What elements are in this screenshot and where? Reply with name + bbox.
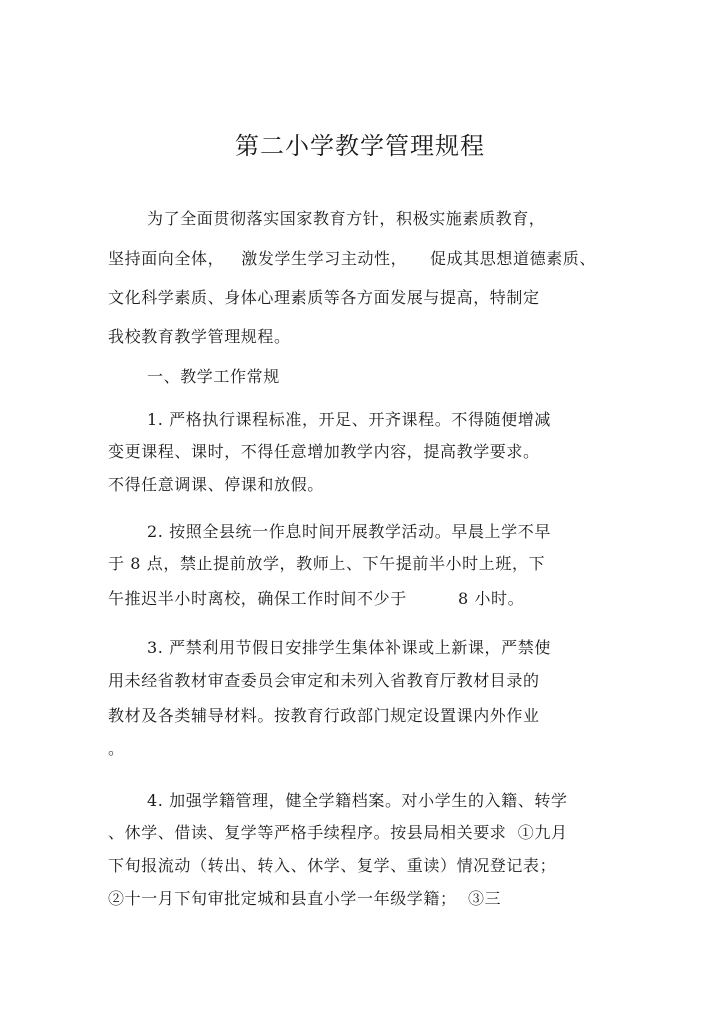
item-4-line-2: 、休学、借读、复学等严格手续程序。按县局相关要求 ①九月 bbox=[108, 823, 568, 842]
document-title: 第二小学教学管理规程 bbox=[235, 132, 485, 160]
item-2-line-1: 2. 按照全县统一作息时间开展教学活动。早晨上学不早 bbox=[147, 522, 551, 541]
item-3-line-4: 。 bbox=[108, 739, 125, 758]
item-3-line-1: 3. 严禁利用节假日安排学生集体补课或上新课，严禁使 bbox=[147, 638, 551, 657]
intro-line-2: 坚持面向全体， 激发学生学习主动性， 促成其思想道德素质、 bbox=[108, 249, 597, 268]
section-heading: 一、教学工作常规 bbox=[147, 367, 280, 386]
item-4-line-4: ②十一月下旬审批定城和县直小学一年级学籍； ③三 bbox=[108, 889, 502, 908]
item-4-line-1: 4. 加强学籍管理，健全学籍档案。对小学生的入籍、转学 bbox=[147, 791, 568, 810]
intro-line-4: 我校教育教学管理规程。 bbox=[108, 327, 291, 346]
item-1-line-1: 1. 严格执行课程标准，开足、开齐课程。不得随便增减 bbox=[147, 410, 551, 429]
item-3-line-3: 教材及各类辅导材料。按教育行政部门规定设置课内外作业 bbox=[108, 706, 540, 725]
item-2-line-3: 午推迟半小时离校，确保工作时间不少于 8 小时。 bbox=[108, 589, 525, 608]
item-4-line-3: 下旬报流动（转出、转入、休学、复学、重读）情况登记表； bbox=[108, 856, 557, 875]
intro-line-1: 为了全面贯彻落实国家教育方针，积极实施素质教育， bbox=[147, 209, 546, 228]
item-1-line-3: 不得任意调课、停课和放假。 bbox=[108, 475, 324, 494]
item-3-line-2: 用未经省教材审查委员会审定和未列入省教育厅教材目录的 bbox=[108, 671, 540, 690]
item-1-line-2: 变更课程、课时，不得任意增加教学内容，提高教学要求。 bbox=[108, 442, 540, 461]
item-2-line-2: 于 8 点，禁止提前放学，教师上、下午提前半小时上班，下 bbox=[108, 554, 546, 573]
intro-line-3: 文化科学素质、身体心理素质等各方面发展与提高，特制定 bbox=[108, 288, 540, 307]
